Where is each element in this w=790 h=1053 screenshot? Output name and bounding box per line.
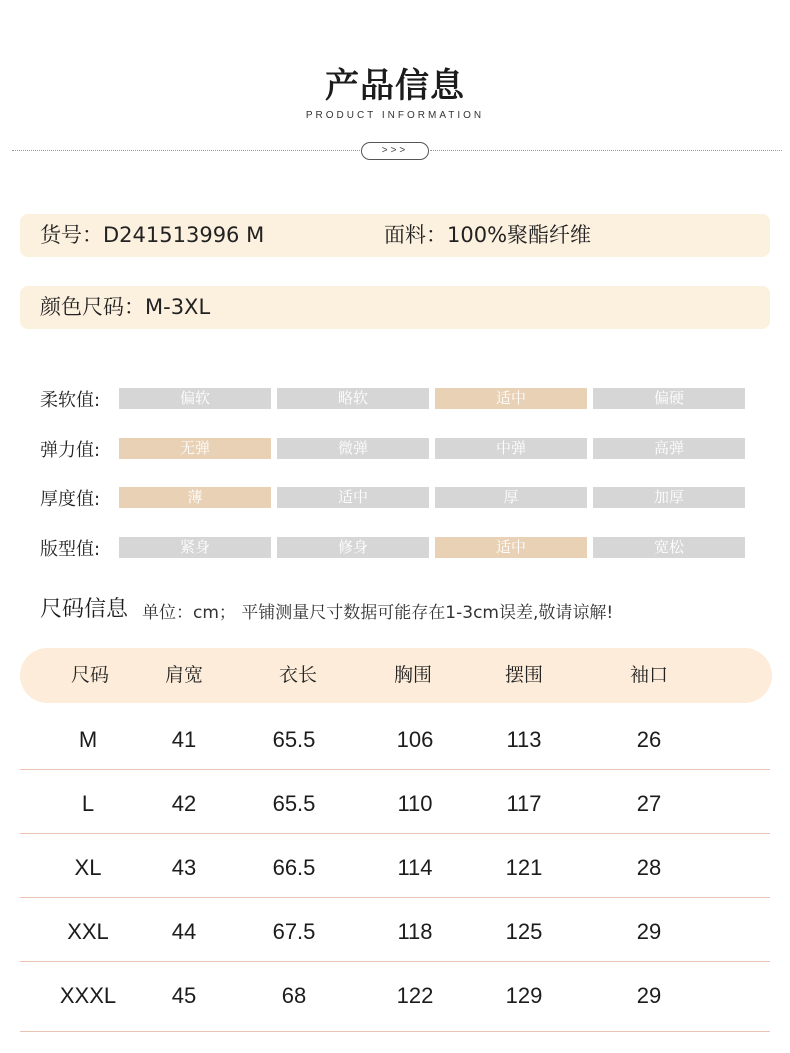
table-cell: 43 xyxy=(171,855,197,880)
table-cell: 42 xyxy=(171,791,197,816)
attr-option: 无弹 xyxy=(119,438,271,459)
attr-label-fit: 版型值: xyxy=(40,539,101,560)
row-divider xyxy=(20,1031,770,1032)
table-cell: 121 xyxy=(505,855,543,880)
table-header-size: 尺码 xyxy=(70,664,109,686)
page-title: 产品信息 xyxy=(325,66,465,106)
attr-label-elasticity: 弹力值: xyxy=(40,440,101,461)
attr-option: 微弹 xyxy=(277,438,429,459)
row-divider xyxy=(20,961,770,962)
attr-option: 适中 xyxy=(435,537,587,558)
table-cell: 44 xyxy=(171,919,197,944)
size-info-note: 单位：cm； 平铺测量尺寸数据可能存在1-3cm误差,敬请谅解! xyxy=(142,603,614,623)
size-info-heading: 尺码信息 xyxy=(40,597,129,622)
row-divider xyxy=(20,897,770,898)
table-cell: XXL xyxy=(67,919,109,944)
divider-line-right xyxy=(430,150,782,151)
divider-line-left xyxy=(12,150,360,151)
attr-option: 宽松 xyxy=(593,537,745,558)
attr-option: 厚 xyxy=(435,487,587,508)
table-cell: 68 xyxy=(281,983,307,1008)
attr-option: 略软 xyxy=(277,388,429,409)
table-header-length: 衣长 xyxy=(278,664,317,686)
color-size-text: 颜色尺码：M-3XL xyxy=(40,295,211,319)
table-cell: 110 xyxy=(397,791,433,816)
sku-text: 货号：D241513996 M xyxy=(40,223,265,247)
table-cell: 122 xyxy=(396,983,434,1008)
attr-option: 中弹 xyxy=(435,438,587,459)
table-header-chest: 胸围 xyxy=(393,664,432,686)
table-cell: 66.5 xyxy=(272,855,316,880)
attr-option: 紧身 xyxy=(119,537,271,558)
attr-option: 薄 xyxy=(119,487,271,508)
product-info-bar xyxy=(20,214,770,257)
table-cell: 28 xyxy=(636,855,662,880)
table-cell: 41 xyxy=(171,727,197,752)
table-cell: 29 xyxy=(636,983,662,1008)
table-header-shoulder: 肩宽 xyxy=(164,664,203,686)
attr-option: 偏软 xyxy=(119,388,271,409)
table-header-hem: 摆围 xyxy=(504,664,543,686)
row-divider xyxy=(20,833,770,834)
color-size-bar xyxy=(20,286,770,329)
row-divider xyxy=(20,769,770,770)
table-cell: 106 xyxy=(396,727,434,752)
table-cell: 125 xyxy=(505,919,543,944)
table-cell: 67.5 xyxy=(272,919,316,944)
attr-option: 高弹 xyxy=(593,438,745,459)
table-cell: 113 xyxy=(506,727,542,752)
attr-option: 适中 xyxy=(277,487,429,508)
attr-label-softness: 柔软值: xyxy=(40,390,101,411)
table-cell: 114 xyxy=(397,855,433,880)
table-cell: L xyxy=(81,791,95,816)
table-cell: 65.5 xyxy=(272,727,316,752)
table-cell: 29 xyxy=(636,919,662,944)
attr-label-thickness: 厚度值: xyxy=(40,489,101,510)
attr-option: 适中 xyxy=(435,388,587,409)
fabric-text: 面料：100%聚酯纤维 xyxy=(384,223,592,247)
table-cell: 65.5 xyxy=(272,791,316,816)
table-cell: 26 xyxy=(636,727,662,752)
page-subtitle: PRODUCT INFORMATION xyxy=(305,110,485,121)
table-header-cuff: 袖口 xyxy=(629,664,668,686)
table-cell: XXXL xyxy=(59,983,117,1008)
table-cell: M xyxy=(78,727,98,752)
table-cell: 129 xyxy=(505,983,543,1008)
table-cell: 45 xyxy=(171,983,197,1008)
table-cell: XL xyxy=(74,855,102,880)
divider-arrows: >>> xyxy=(361,142,429,160)
attr-option: 偏硬 xyxy=(593,388,745,409)
table-cell: 118 xyxy=(397,919,433,944)
attr-option: 修身 xyxy=(277,537,429,558)
table-cell: 117 xyxy=(506,791,542,816)
table-cell: 27 xyxy=(636,791,662,816)
attr-option: 加厚 xyxy=(593,487,745,508)
